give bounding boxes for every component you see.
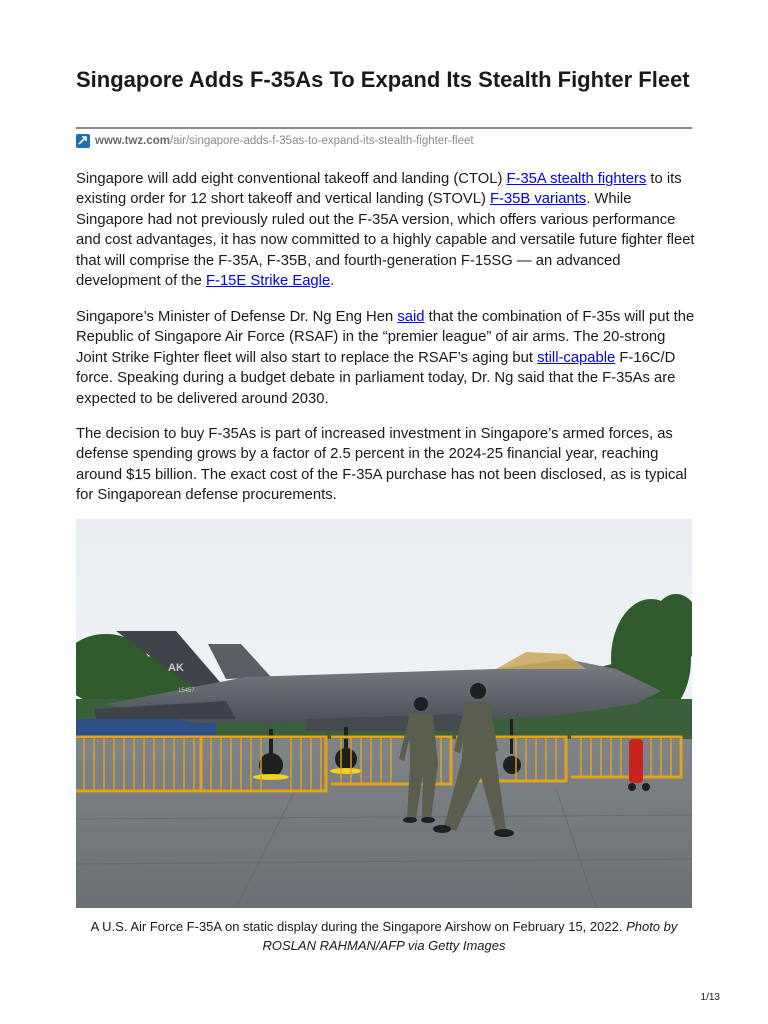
caption-text: A U.S. Air Force F-35A on static display during the Singapore Airshow on February 15, 2022.: [90, 919, 627, 934]
paragraph-1: [76, 169, 696, 291]
photo-caption: [76, 918, 692, 955]
paragraph-2-text: F-16C/D force. Speaking during a budget debate in parliament today, Dr. Ng said that the F-35As are expected to be delivered around 2030.: [76, 349, 676, 407]
source-domain: www.twz.com: [95, 135, 170, 147]
link-f35a-stealth-fighters[interactable]: F-35A stealth fighters: [506, 171, 647, 187]
link-said[interactable]: said: [397, 309, 425, 325]
tail-number: 15457: [178, 688, 195, 694]
tail-code: AK: [168, 662, 184, 674]
title-divider: [76, 127, 692, 129]
page-number: 1/13: [700, 992, 720, 1003]
paragraph-2-text: that the combination of F-35s will put the Republic of Singapore Air Force (RSAF) in the “premier league” of air arms. The 20-strong Joint Strike Fighter fleet will also start to replace the RSAF’s aging but: [76, 309, 695, 366]
paragraph-1-text: Singapore will add eight conventional takeoff and landing (CTOL): [76, 171, 507, 187]
article-photo: [76, 519, 692, 908]
paragraph-1-text: to its existing order for 12 short takeoff and vertical landing (STOVL): [76, 171, 682, 208]
link-icon: [76, 134, 90, 148]
photo-credit: Photo by ROSLAN RAHMAN/AFP via Getty Images: [262, 919, 678, 953]
source-path: /air/singapore-adds-f-35as-to-expand-its-stealth-fighter-fleet: [169, 135, 474, 147]
source-url[interactable]: [76, 133, 474, 149]
paragraph-3: The decision to buy F-35As is part of increased investment in Singapore’s armed forces, as defense spending grows by a factor of 2.5 percent in the 2024-25 financial year, reaching around $15 billion. The exact cost of the F-35A purchase has not been disclosed, as is typical for Singaporean defense procurements.: [76, 426, 687, 504]
f35a-photo: [76, 519, 692, 908]
paragraph-1-text: .: [330, 273, 335, 290]
paragraph-2-text: Singapore’s Minister of Defense Dr. Ng Eng Hen: [76, 309, 398, 325]
link-f15e-strike-eagle[interactable]: F-15E Strike Eagle: [205, 273, 331, 290]
paragraph-1-text: . While Singapore had not previously ruled out the F-35A version, which offers various performance and cost advantages, it has now committed to a highly capable and versatile future fighter fleet that will comprise the F-35A, F-35B, and fourth-generation F-15SG — an advanced development of the: [76, 191, 695, 290]
link-still-capable[interactable]: still-capable: [537, 349, 616, 366]
link-f35b-variants[interactable]: F-35B variants: [489, 191, 587, 208]
article-title: Singapore Adds F-35As To Expand Its Stealth Fighter Fleet: [76, 67, 690, 92]
paragraph-2: [76, 307, 696, 409]
